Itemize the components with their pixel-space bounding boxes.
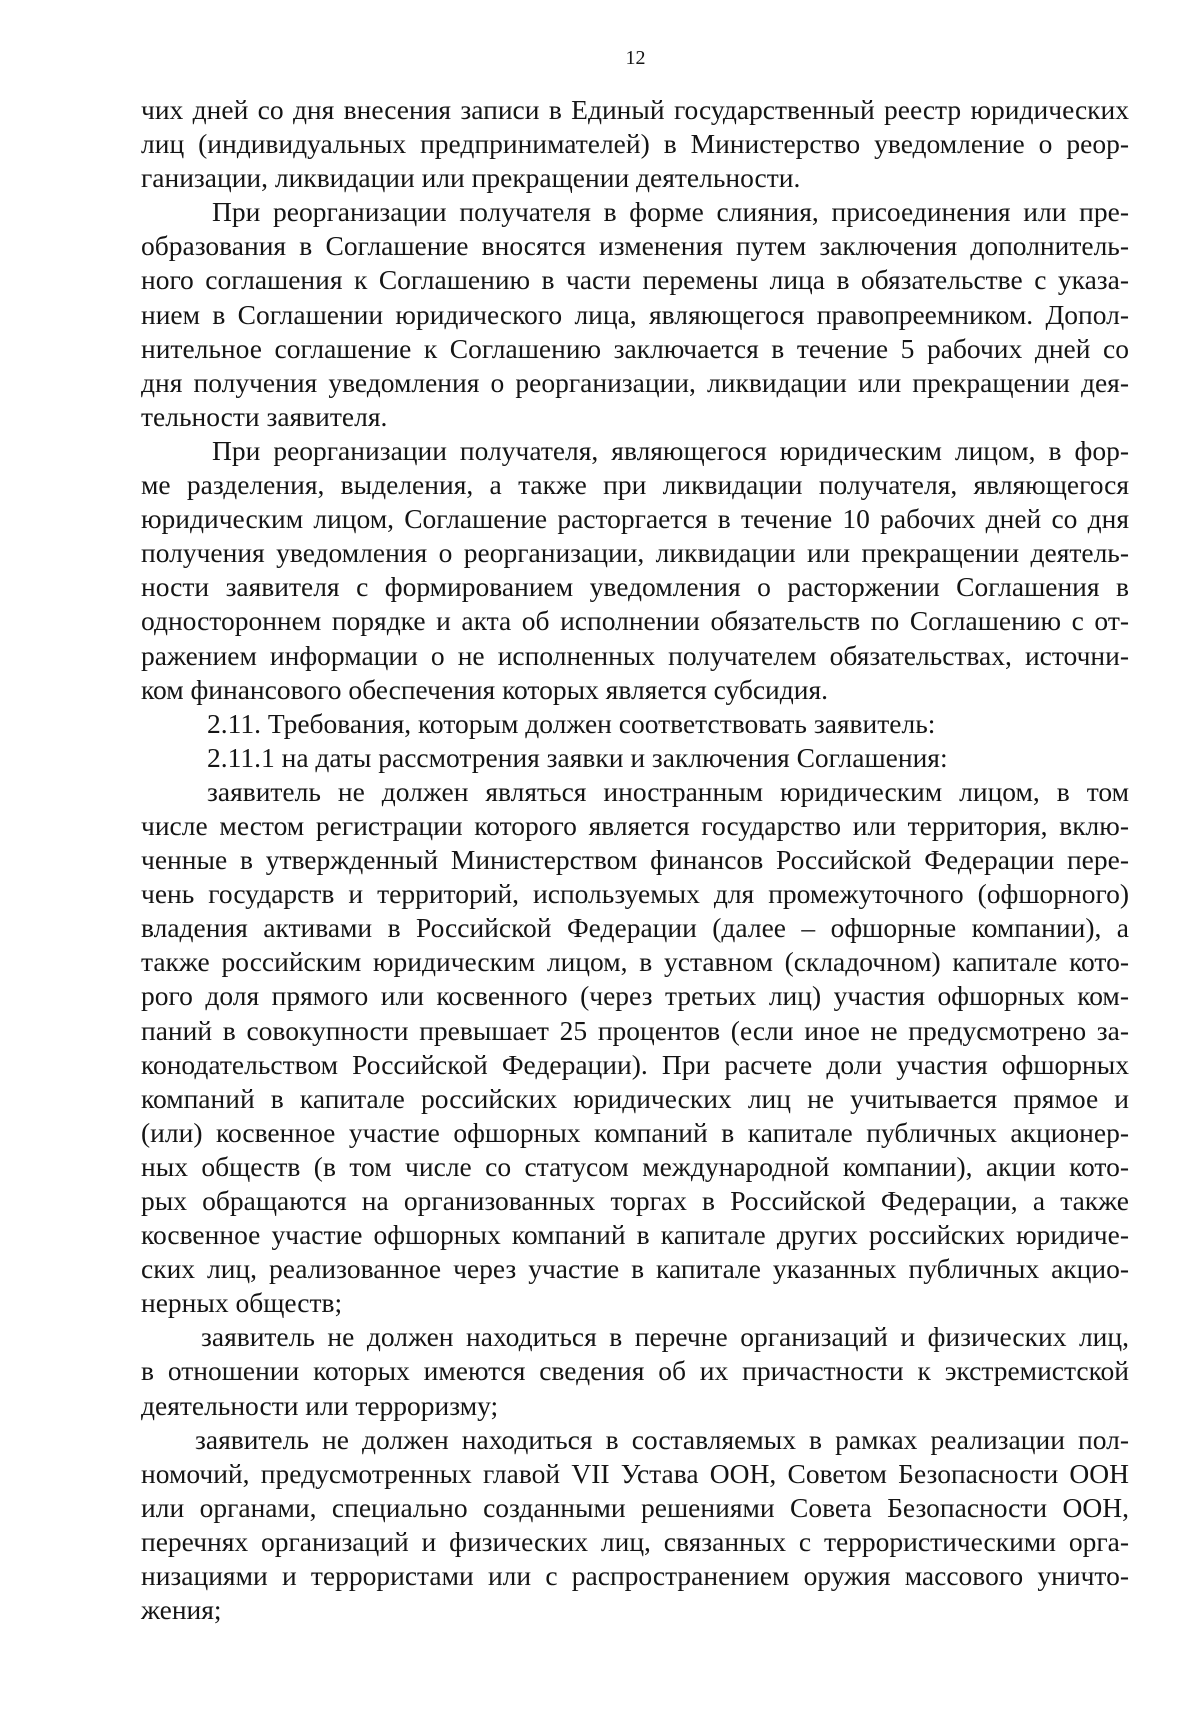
- text-line: перечнях организаций и физических лиц, связанных с террористическими орга-: [141, 1525, 1129, 1557]
- text-line: ных обществ (в том числе со статусом международной компании), акции кото-: [141, 1150, 1129, 1182]
- text-line: жения;: [141, 1594, 222, 1626]
- text-line: нием в Соглашении юридического лица, являющегося правопреемником. Допол-: [141, 298, 1129, 330]
- text-line: тельности заявителя.: [141, 400, 388, 432]
- text-line: 2.11. Требования, которым должен соответствовать заявитель:: [207, 707, 936, 739]
- text-line: или органами, специально созданными решениями Совета Безопасности ООН,: [141, 1491, 1129, 1523]
- text-line: нительное соглашение к Соглашению заключается в течение 5 рабочих дней со: [141, 332, 1129, 364]
- text-line: конодательством Российской Федерации). При расчете доли участия офшорных: [141, 1048, 1129, 1080]
- text-line: ганизации, ликвидации или прекращении деятельности.: [141, 162, 801, 194]
- text-line: чих дней со дня внесения записи в Единый государственный реестр юридических: [141, 94, 1129, 125]
- text-line: владения активами в Российской Федерации (далее – офшорные компании), а: [141, 912, 1129, 944]
- text-line: компаний в капитале российских юридических лиц не учитывается прямое и: [141, 1082, 1129, 1114]
- text-line: рого доля прямого или косвенного (через третьих лиц) участия офшорных ком-: [141, 980, 1129, 1012]
- text-line: ком финансового обеспечения которых является субсидия.: [141, 673, 828, 705]
- text-line: образования в Соглашение вносятся изменения путем заключения дополнитель-: [141, 230, 1129, 262]
- text-line: ности заявителя с формированием уведомления о расторжении Соглашения в: [141, 571, 1129, 603]
- text-line: лиц (индивидуальных предпринимателей) в Министерство уведомление о реор-: [141, 128, 1129, 160]
- text-line: ражением информации о не исполненных получателем обязательствах, источни-: [141, 639, 1129, 671]
- text-line: (или) косвенное участие офшорных компаний в капитале публичных акционер-: [141, 1116, 1129, 1148]
- text-line: получения уведомления о реорганизации, ликвидации или прекращении деятель-: [141, 537, 1129, 569]
- text-line: заявитель не должен находиться в перечне организаций и физических лиц,: [201, 1321, 1129, 1353]
- text-line: ченные в утвержденный Министерством финансов Российской Федерации пере-: [141, 844, 1129, 876]
- text-line: нерных обществ;: [141, 1287, 343, 1319]
- text-line: низациями и террористами или с распространением оружия массового уничто-: [141, 1560, 1129, 1592]
- text-line: заявитель не должен находиться в составляемых в рамках реализации пол-: [195, 1423, 1129, 1455]
- text-line: ме разделения, выделения, а также при ликвидации получателя, являющегося: [141, 469, 1129, 501]
- body-text: [141, 93, 1129, 1627]
- text-line: в отношении которых имеются сведения об их причастности к экстремистской: [141, 1355, 1129, 1387]
- page-number: 12: [625, 47, 646, 69]
- text-line: 2.11.1 на даты рассмотрения заявки и заключения Соглашения:: [207, 741, 948, 773]
- text-line: числе местом регистрации которого является государство или территория, вклю-: [141, 809, 1129, 841]
- text-line: юридическим лицом, Соглашение расторгается в течение 10 рабочих дней со дня: [141, 503, 1129, 535]
- text-line: ских лиц, реализованное через участие в капитале указанных публичных акцио-: [141, 1253, 1129, 1285]
- text-line: номочий, предусмотренных главой VII Устава ООН, Советом Безопасности ООН: [141, 1457, 1129, 1489]
- text-line: При реорганизации получателя в форме слияния, присоединения или пре-: [212, 196, 1129, 228]
- text-line: дня получения уведомления о реорганизации, ликвидации или прекращении дея-: [141, 366, 1129, 398]
- text-line: рых обращаются на организованных торгах в Российской Федерации, а также: [141, 1185, 1129, 1216]
- text-line: косвенное участие офшорных компаний в капитале других российских юридиче-: [141, 1219, 1129, 1251]
- text-line: заявитель не должен являться иностранным юридическим лицом, в том: [207, 775, 1129, 807]
- text-line: одностороннем порядке и акта об исполнении обязательств по Соглашению с от-: [141, 605, 1129, 637]
- text-line: При реорганизации получателя, являющегося юридическим лицом, в фор-: [212, 434, 1129, 466]
- text-line: ного соглашения к Соглашению в части перемены лица в обязательстве с указа-: [141, 264, 1129, 296]
- text-line: чень государств и территорий, используемых для промежуточного (офшорного): [141, 878, 1129, 910]
- text-line: также российским юридическим лицом, в уставном (складочном) капитале кото-: [141, 946, 1129, 978]
- text-line: деятельности или терроризму;: [141, 1389, 499, 1421]
- text-line: паний в совокупности превышает 25 процентов (если иное не предусмотрено за-: [141, 1014, 1129, 1046]
